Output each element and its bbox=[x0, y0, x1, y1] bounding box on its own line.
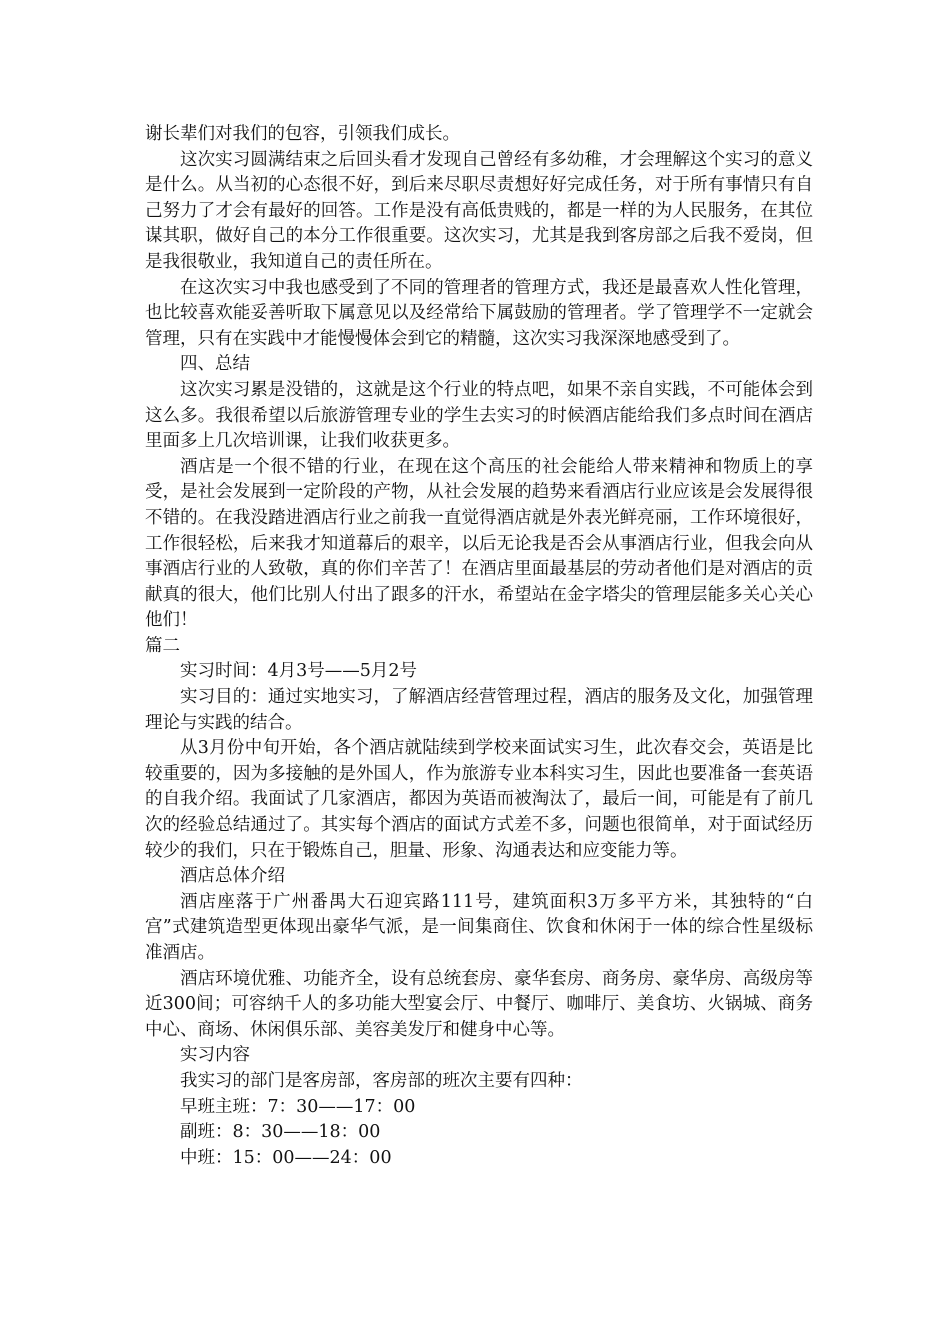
shift-secondary: 副班：8：30——18：00 bbox=[180, 1122, 381, 1143]
paragraph-13: 酒店环境优雅、功能齐全，设有总统套房、豪华套房、商务房、豪华房、高级房等近300间；可容纳千人的多功能大型宴会厅、中餐厅、咖啡厅、美食坊、火锅城、商务中心、商场、休闲俱乐部、美容美发厅和健身中心等。 bbox=[145, 968, 813, 1040]
section-heading-summary: 四、总结 bbox=[180, 354, 250, 375]
document-page bbox=[145, 122, 813, 1171]
paragraph-3: 在这次实习中我也感受到了不同的管理者的管理方式，我还是最喜欢人性化管理，也比较喜欢能妥善听取下属意见以及经常给下属鼓励的管理者。学了管理学不一定就会管理，只有在实践中才能慢慢体会到它的精髓，这次实习我深深地感受到了。 bbox=[145, 277, 813, 349]
shift-morning: 早班主班：7：30——17：00 bbox=[180, 1096, 416, 1117]
paragraph-6: 酒店是一个很不错的行业，在现在这个高压的社会能给人带来精神和物质上的享受，是社会发展到一定阶段的产物，从社会发展的趋势来看酒店行业应该是会发展得很不错的。在我没踏进酒店行业之前我一直觉得酒店就是外表光鲜亮丽，工作环境很好，工作很轻松，后来我才知道幕后的艰辛，以后无论我是否会从事酒店行业，但我会向从事酒店行业的人致敬，真的你们辛苦了！在酒店里面最基层的劳动者他们是对酒店的贡献真的很大，他们比别人付出了跟多的汗水，希望站在金字塔尖的管理层能多关心关心他们！ bbox=[145, 456, 813, 631]
paragraph-10: 从3月份中旬开始，各个酒店就陆续到学校来面试实习生，此次春交会，英语是比较重要的，因为多接触的是外国人，作为旅游专业本科实习生，因此也要准备一套英语的自我介绍。我面试了几家酒店，都因为英语而被淘汰了，最后一间，可能是有了前几次的经验总结通过了。其实每个酒店的面试方式差不多，问题也很简单，对于面试经历较少的我们，只在于锻炼自己，胆量、形象、沟通表达和应变能力等。 bbox=[145, 738, 813, 861]
internship-purpose: 实习目的：通过实地实习，了解酒店经营管理过程，酒店的服务及文化，加强管理理论与实践的结合。 bbox=[145, 687, 813, 733]
shift-middle: 中班：15：00——24：00 bbox=[180, 1147, 392, 1168]
paragraph-12: 酒店座落于广州番禺大石迎宾路111号，建筑面积3万多平方米，其独特的“白宫”式建筑造型更体现出豪华气派，是一间集商住、饮食和休闲于一体的综合性星级标准酒店。 bbox=[145, 891, 813, 963]
internship-time: 实习时间：4月3号——5月2号 bbox=[180, 661, 418, 682]
paragraph-15: 我实习的部门是客房部，客房部的班次主要有四种： bbox=[180, 1070, 583, 1091]
paragraph-5: 这次实习累是没错的，这就是这个行业的特点吧，如果不亲自实践，不可能体会到这么多。我很希望以后旅游管理专业的学生去实习的时候酒店能给我们多点时间在酒店里面多上几次培训课，让我们收获更多。 bbox=[145, 379, 813, 452]
section-heading-hotel-intro: 酒店总体介绍 bbox=[180, 866, 285, 887]
chapter-heading: 篇二 bbox=[145, 635, 180, 656]
section-heading-internship-content: 实习内容 bbox=[180, 1045, 250, 1066]
paragraph-1: 谢长辈们对我们的包容，引领我们成长。 bbox=[145, 124, 460, 144]
paragraph-2: 这次实习圆满结束之后回头看才发现自己曾经有多幼稚，才会理解这个实习的意义是什么。从当初的心态很不好，到后来尽职尽责想好好完成任务，对于所有事情只有自己努力了才会有最好的回答。工作是没有高低贵贱的，都是一样的为人民服务，在其位谋其职，做好自己的本分工作很重要。这次实习，尤其是我到客房部之后我不爱岗，但是我很敬业，我知道自己的责任所在。 bbox=[145, 149, 813, 272]
